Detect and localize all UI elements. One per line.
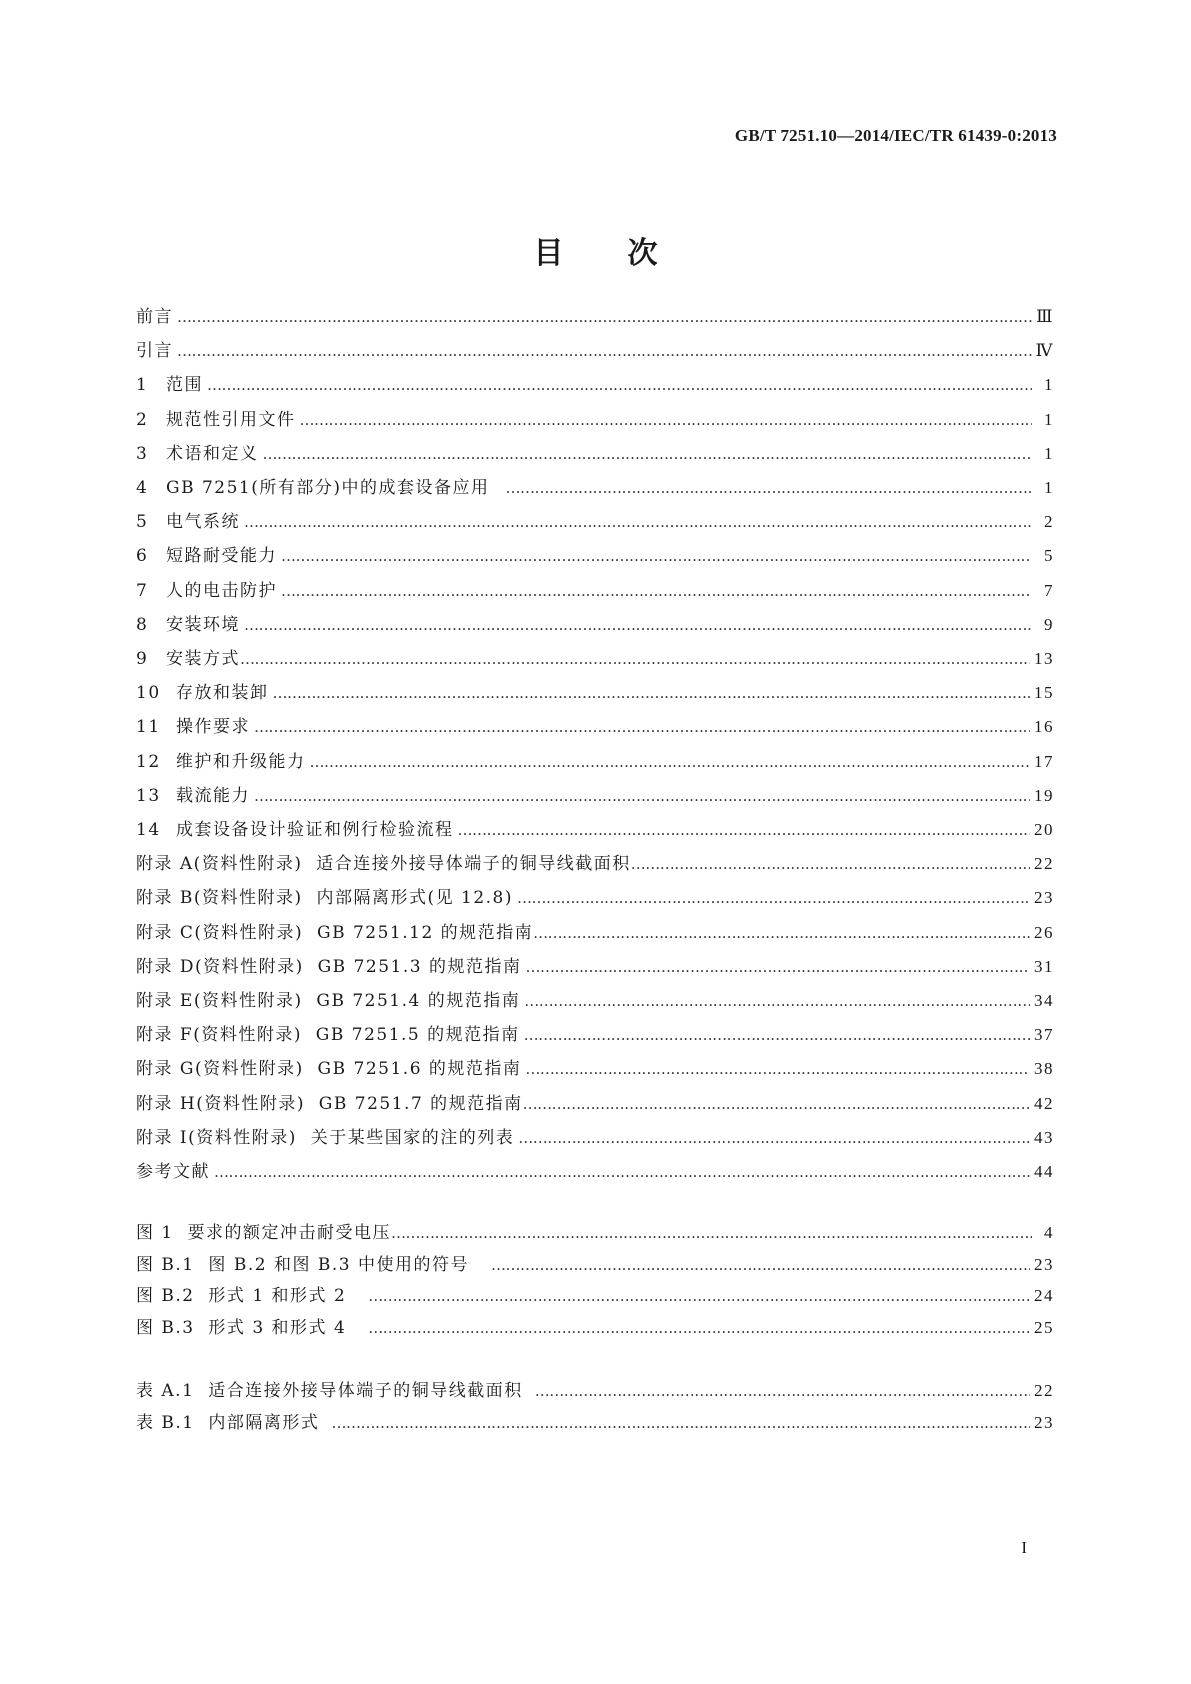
toc-entry-number: 11 — [136, 717, 161, 738]
toc-entry-text: 电气系统 — [166, 512, 240, 533]
dot-leader — [177, 336, 1032, 366]
dot-leader — [244, 610, 1032, 640]
toc-entry-page: 17 — [1034, 751, 1054, 771]
toc-entry-annex-h[interactable] — [136, 1089, 1054, 1119]
toc-entry-annex-g[interactable] — [136, 1054, 1054, 1084]
dot-leader — [368, 1281, 1030, 1311]
dot-leader — [517, 883, 1030, 913]
toc-entry-6[interactable] — [136, 541, 1054, 571]
table-entry-a1[interactable] — [136, 1376, 1054, 1406]
table-entry-b1[interactable] — [136, 1408, 1054, 1438]
toc-entry-text: 附录 A(资料性附录) 适合连接外接导体端子的铜导线截面积 — [136, 854, 631, 875]
toc-entry-2[interactable] — [136, 405, 1054, 435]
toc-entry-text: 存放和装卸 — [176, 683, 269, 704]
toc-entry-page: Ⅳ — [1035, 341, 1054, 361]
toc-entry-number: 1 — [136, 375, 149, 396]
dot-leader — [391, 1218, 1032, 1248]
dot-leader — [273, 678, 1031, 708]
dot-leader — [368, 1313, 1030, 1343]
figure-entry-b2[interactable] — [136, 1281, 1054, 1311]
toc-entry-page: 9 — [1044, 614, 1054, 634]
dot-leader — [525, 952, 1030, 982]
dot-leader — [214, 1157, 1030, 1187]
toc-entry-number: 6 — [136, 546, 149, 567]
toc-entry-number: 7 — [136, 580, 149, 601]
toc-entry-page: 42 — [1034, 1093, 1054, 1113]
toc-entry-page: 22 — [1034, 854, 1054, 874]
dot-leader — [458, 815, 1031, 845]
dot-leader — [281, 541, 1032, 571]
toc-entry-text: 附录 G(资料性附录) GB 7251.6 的规范指南 — [136, 1059, 522, 1080]
toc-entry-text: 人的电击防护 — [166, 580, 277, 601]
toc-entry-text: 安装方式 — [166, 649, 240, 669]
toc-entry-text: 操作要求 — [176, 717, 250, 738]
toc-entry-page: 16 — [1034, 717, 1054, 737]
toc-entry-text: 附录 D(资料性附录) GB 7251.3 的规范指南 — [136, 956, 522, 977]
toc-entry-page: 44 — [1034, 1162, 1054, 1181]
toc-entry-4[interactable] — [136, 473, 1054, 503]
toc-entry-page: 31 — [1034, 956, 1054, 976]
toc-entry-page: 43 — [1034, 1127, 1054, 1147]
toc-entry-text: 附录 B(资料性附录) 内部隔离形式(见 12.8) — [136, 888, 513, 909]
dot-leader — [533, 918, 1030, 948]
toc-entry-text: 附录 E(资料性附录) GB 7251.4 的规范指南 — [136, 991, 521, 1011]
toc-entry-page: Ⅲ — [1036, 307, 1054, 326]
dot-leader — [523, 1089, 1030, 1119]
toc-entry-7[interactable] — [136, 576, 1054, 606]
table-entry-text: 表 B.1 内部隔离形式 — [136, 1412, 320, 1433]
toc-entry-12[interactable] — [136, 747, 1054, 777]
toc-entry-text: 术语和定义 — [166, 443, 259, 464]
toc-entry-number: 4 — [136, 478, 149, 498]
toc-entry-page: 1 — [1044, 478, 1054, 497]
toc-entry-preface[interactable] — [136, 302, 1054, 332]
dot-leader — [310, 747, 1031, 777]
toc-entry-page: 2 — [1044, 512, 1054, 532]
toc-entry-1[interactable] — [136, 370, 1054, 400]
toc-entry-text: 附录 F(资料性附录) GB 7251.5 的规范指南 — [136, 1025, 520, 1046]
dot-leader — [331, 1408, 1030, 1438]
toc-entry-text: GB 7251(所有部分)中的成套设备应用 — [166, 478, 490, 498]
toc-entry-text: 短路耐受能力 — [166, 546, 277, 567]
figure-entry-page: 24 — [1034, 1286, 1054, 1305]
dot-leader — [177, 302, 1032, 332]
toc-entry-number: 13 — [136, 785, 161, 806]
toc-entry-text: 维护和升级能力 — [176, 751, 306, 772]
figure-entry-page: 23 — [1034, 1254, 1054, 1274]
toc-entry-number: 3 — [136, 443, 149, 464]
figure-entry-text: 图 B.3 形式 3 和形式 4 — [136, 1317, 347, 1338]
dot-leader — [491, 1250, 1030, 1280]
toc-entry-text: 规范性引用文件 — [166, 409, 296, 430]
toc-entry-3[interactable] — [136, 439, 1054, 469]
toc-entry-annex-a[interactable] — [136, 849, 1054, 879]
toc-entry-number: 9 — [136, 649, 149, 669]
table-entry-page: 22 — [1034, 1381, 1054, 1400]
toc-entry-number: 2 — [136, 409, 149, 430]
figure-entry-text: 图 1 要求的额定冲击耐受电压 — [136, 1223, 392, 1243]
toc-entry-14[interactable] — [136, 815, 1054, 845]
dot-leader — [525, 1054, 1030, 1084]
dot-leader — [524, 986, 1030, 1016]
toc-entry-number: 14 — [136, 820, 161, 840]
toc-entry-page: 20 — [1034, 820, 1054, 839]
toc-entry-5[interactable] — [136, 507, 1054, 537]
toc-entry-text: 附录 H(资料性附录) GB 7251.7 的规范指南 — [136, 1093, 523, 1114]
toc-entry-text: 引言 — [136, 341, 173, 362]
toc-entry-number: 12 — [136, 751, 161, 772]
dot-leader — [535, 1376, 1030, 1406]
toc-entry-annex-d[interactable] — [136, 952, 1054, 982]
toc-entry-page: 19 — [1034, 785, 1054, 805]
toc-entry-annex-c[interactable] — [136, 918, 1054, 948]
toc-entry-annex-i[interactable] — [136, 1123, 1054, 1153]
toc-entry-annex-f[interactable] — [136, 1020, 1054, 1050]
toc-entry-8[interactable] — [136, 610, 1054, 640]
table-entry-text: 表 A.1 适合连接外接导体端子的铜导线截面积 — [136, 1381, 523, 1401]
toc-entry-page: 26 — [1034, 922, 1054, 942]
toc-entry-11[interactable] — [136, 712, 1054, 742]
toc-entry-9[interactable] — [136, 644, 1054, 674]
toc-entry-text: 附录 C(资料性附录) GB 7251.12 的规范指南 — [136, 922, 534, 943]
toc-entry-introduction[interactable] — [136, 336, 1054, 366]
toc-entry-page: 1 — [1044, 409, 1054, 429]
figure-entry-text: 图 B.1 图 B.2 和图 B.3 中使用的符号 — [136, 1254, 469, 1275]
toc-entry-13[interactable] — [136, 781, 1054, 811]
toc-entry-page: 34 — [1034, 991, 1054, 1010]
figure-entry-text: 图 B.2 形式 1 和形式 2 — [136, 1286, 347, 1306]
toc-entry-10[interactable] — [136, 678, 1054, 708]
toc-entry-number: 5 — [136, 512, 149, 533]
dot-leader — [524, 1020, 1030, 1050]
standard-code-header: GB/T 7251.10—2014/IEC/TR 61439-0:2013 — [734, 126, 1057, 145]
dot-leader — [506, 473, 1032, 503]
figure-entry-page: 25 — [1034, 1317, 1054, 1337]
toc-entry-text: 载流能力 — [176, 785, 250, 806]
toc-entry-page: 13 — [1034, 649, 1054, 668]
toc-entry-text: 前言 — [136, 307, 173, 327]
dot-leader — [244, 507, 1032, 537]
dot-leader — [240, 644, 1030, 674]
toc-entry-number: 8 — [136, 614, 149, 635]
toc-entry-annex-e[interactable] — [136, 986, 1054, 1016]
toc-entry-text: 参考文献 — [136, 1162, 210, 1182]
toc-entry-page: 1 — [1044, 375, 1054, 395]
dot-leader — [281, 576, 1032, 606]
figure-entry-b1[interactable] — [136, 1250, 1054, 1280]
dot-leader — [254, 781, 1030, 811]
figure-entry-page: 4 — [1044, 1223, 1054, 1242]
toc-entry-page: 15 — [1034, 683, 1054, 703]
figure-entry-b3[interactable] — [136, 1313, 1054, 1343]
dot-leader — [207, 370, 1032, 400]
toc-entry-text: 附录 I(资料性附录) 关于某些国家的注的列表 — [136, 1127, 515, 1148]
page-number: I — [1021, 1538, 1027, 1557]
toc-entry-page: 7 — [1044, 580, 1054, 600]
toc-entry-bibliography[interactable] — [136, 1157, 1054, 1187]
toc-entry-text: 安装环境 — [166, 614, 240, 635]
toc-entry-page: 37 — [1034, 1025, 1054, 1045]
toc-entry-page: 38 — [1034, 1059, 1054, 1079]
table-entry-page: 23 — [1034, 1412, 1054, 1432]
figure-entry-1[interactable] — [136, 1218, 1054, 1248]
toc-entry-number: 10 — [136, 683, 161, 704]
toc-entry-page: 1 — [1044, 443, 1054, 463]
dot-leader — [631, 849, 1030, 879]
toc-entry-page: 5 — [1044, 546, 1054, 566]
toc-entry-annex-b[interactable] — [136, 883, 1054, 913]
dot-leader — [254, 712, 1030, 742]
dot-leader — [518, 1123, 1030, 1153]
dot-leader — [263, 439, 1033, 469]
toc-entry-text: 成套设备设计验证和例行检验流程 — [176, 820, 454, 840]
toc-entry-page: 23 — [1034, 888, 1054, 908]
dot-leader — [300, 405, 1033, 435]
page-title: 目次 — [533, 236, 722, 271]
toc-entry-text: 范围 — [166, 375, 203, 396]
